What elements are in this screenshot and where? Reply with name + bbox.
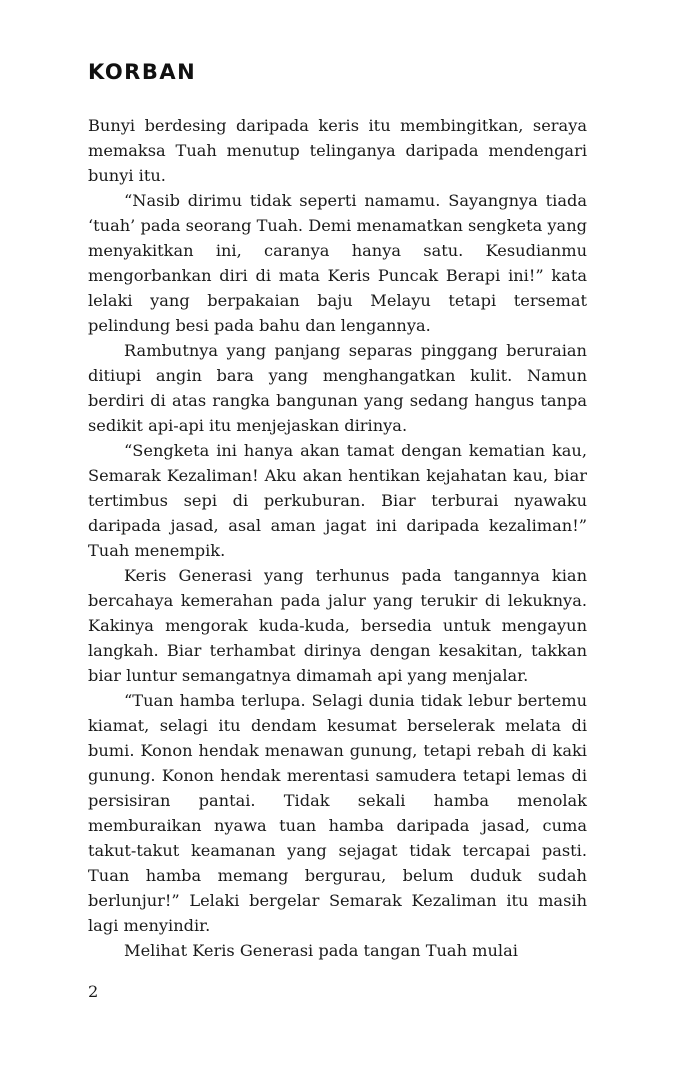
paragraph: Melihat Keris Generasi pada tangan Tuah mulai xyxy=(124,941,518,960)
paragraph: Keris Generasi yang terhunus pada tangannya kian bercahaya kemerahan pada jalur yang terukir di lekuknya. Kakinya mengorak kuda-kuda, bersedia untuk mengayun langkah. Biar terhambat dirinya dengan kesakitan, takkan biar luntur semangatnya dimamah api yang menjalar. xyxy=(88,566,587,685)
paragraph: “Nasib dirimu tidak seperti namamu. Sayangnya tiada ‘tuah’ pada seorang Tuah. Demi menamatkan sengketa yang menyakitkan ini, caranya hanya satu. Kesudianmu mengorbankan diri di mata Keris Puncak Berapi ini!” kata lelaki yang berpakaian baju Melayu tetapi tersemat pelindung besi pada bahu dan lengannya. xyxy=(88,191,587,335)
paragraph: Bunyi berdesing daripada keris itu membingitkan, seraya memaksa Tuah menutup telinganya daripada mendengari bunyi itu. xyxy=(88,116,587,185)
page-number: 2 xyxy=(88,982,99,1001)
body-text xyxy=(88,113,587,963)
paragraph: Rambutnya yang panjang separas pinggang beruraian ditiupi angin bara yang menghangatkan kulit. Namun berdiri di atas rangka bangunan yang sedang hangus tanpa sedikit api-api itu menjejaskan dirinya. xyxy=(88,341,587,435)
paragraph: “Sengketa ini hanya akan tamat dengan kematian kau, Semarak Kezaliman! Aku akan hentikan kejahatan kau, biar tertimbus sepi di perkuburan. Biar terburai nyawaku daripada jasad, asal aman jagat ini daripada kezaliman!” Tuah menempik. xyxy=(88,441,587,560)
paragraph: “Tuan hamba terlupa. Selagi dunia tidak lebur bertemu kiamat, selagi itu dendam kesumat berselerak melata di bumi. Konon hendak menawan gunung, tetapi rebah di kaki gunung. Konon hendak merentasi samudera tetapi lemas di persisiran pantai. Tidak sekali hamba menolak memburaikan nyawa tuan hamba daripada jasad, cuma takut-takut keamanan yang sejagat tidak tercapai pasti. Tuan hamba memang bergurau, belum duduk sudah berlunjur!” Lelaki bergelar Semarak Kezaliman itu masih lagi menyindir. xyxy=(88,691,587,935)
chapter-title: KORBAN xyxy=(88,60,197,84)
